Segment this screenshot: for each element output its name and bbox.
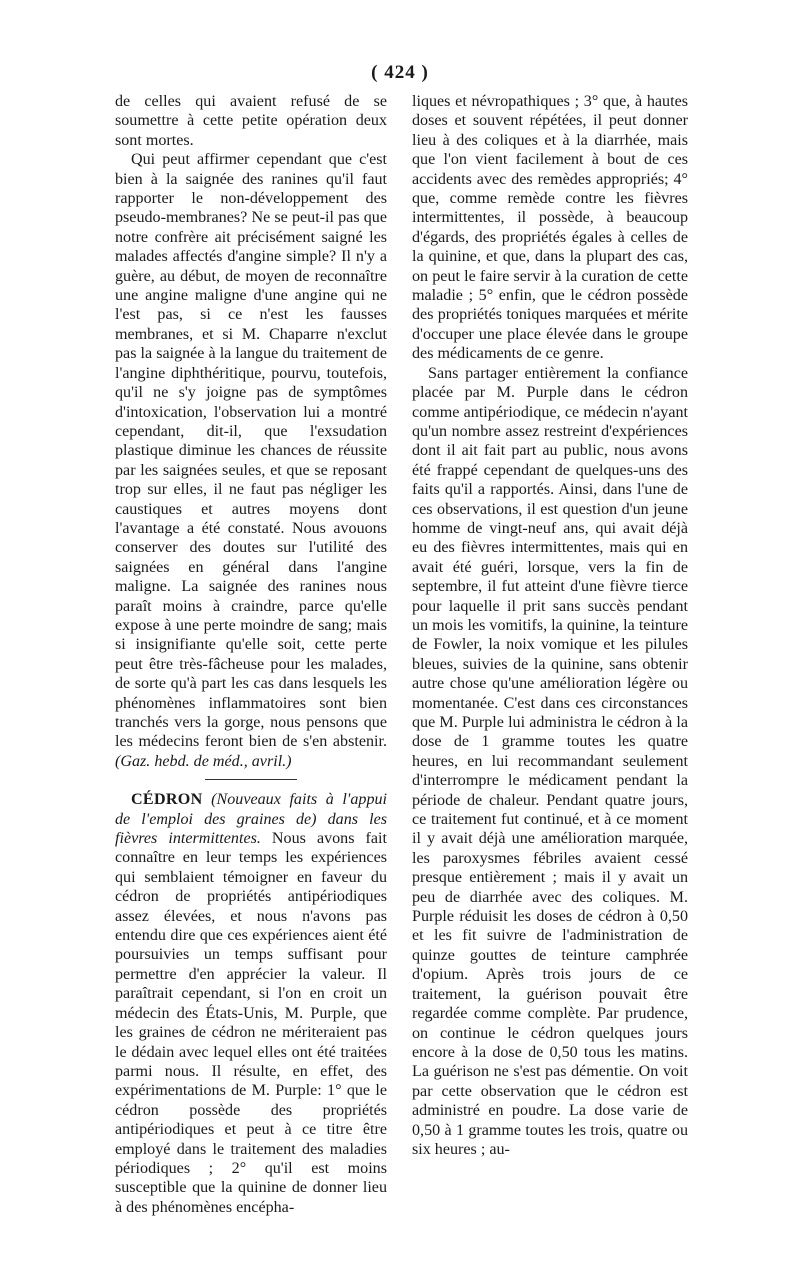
paragraph: liques et névropathiques ; 3° que, à hautes doses et souvent répétées, il peut donner lieu à des coliques et à la diarrhée, mais que l'on vient facilement à bout de ces accidents avec des remèdes appropriés; 4° que, comme remède contre les fièvres intermittentes, il possède, à beaucoup d'égards, des propriétés égales à celles de la quinine, et que, dans la plupart des cas, on peut le faire servir à la curation de cette maladie ; 5° enfin, que le cédron possède des propriétés toniques marquées et mérite d'occuper une place élevée dans le groupe des médicaments de ce genre. bbox=[412, 93, 688, 363]
paragraph-text: Qui peut affirmer cependant que c'est bien à la saignée des ranines qu'il faut rapporter le non-développement des pseudo-membranes? Ne se peut-il pas que notre confrère ait précisément saigné les malades affectés d'angine simple? Il n'y a guère, au début, de moyen de reconnaître une angine maligne d'une angine qui ne l'est pas, si ce n'est les fausses membranes, et si M. Chaparre n'exclut pas la saignée à la langue du traitement de l'angine diphthéritique, pourvu, toutefois, qu'il ne s'y joigne pas de symptômes d'intoxication, l'observation lui a montré cependant, dit-il, que l'exsudation plastique diminue les chances de réussite par les saignées seules, et que se reposant trop sur elles, il ne faut pas négliger les caustiques et autres moyens dont l'avantage a été constaté. Nous avouons conserver des doutes sur l'utilité des saignées en général dans l'angine maligne. La saignée des ranines nous paraît moins à craindre, parce qu'elle expose à une perte moindre de sang; mais si insignifiante qu'elle soit, cette perte peut être très-fâcheuse pour les malades, de sorte qu'à part les cas dans lesquels les phénomènes inflammatoires sont bien tranchés vers la gorge, nous pensons que les médecins feront bien de s'en abstenir. bbox=[115, 151, 387, 751]
right-column bbox=[412, 92, 688, 1159]
article-body: Nous avons fait connaître en leur temps les expériences qui semblaient témoigner en faveur du cédron de propriétés antipériodiques assez élevées, et nous n'avons pas entendu dire que ces expériences aient été poursuivies un temps suffisant pour permettre d'en apprécier la valeur. Il paraîtrait cependant, si l'on en croit un médecin des États-Unis, M. Purple, que les graines de cédron ne mériteraient pas le dédain avec lequel elles ont été traitées parmi nous. Il résulte, en effet, des expérimentations de M. Purple: 1° que le cédron possède des propriétés antipériodiques et peut à ce titre être employé dans le traitement des maladies périodiques ; 2° qu'il est moins susceptible que la quinine de donner lieu à des phénomènes encépha- bbox=[115, 830, 387, 1216]
article-term: CÉDRON bbox=[131, 791, 203, 809]
article-title: (Nouveaux faits à l'appui de l'emploi des graines de) dans les fièvres intermittentes. bbox=[115, 791, 388, 848]
citation: (Gaz. hebd. de méd., avril.) bbox=[115, 752, 292, 770]
article-paragraph bbox=[115, 790, 387, 1217]
paragraph: de celles qui avaient refusé de se soumettre à cette petite opération deux sont mortes. bbox=[115, 93, 387, 149]
page-number: ( 424 ) bbox=[371, 62, 429, 83]
paragraph: Sans partager entièrement la confiance placée par M. Purple dans le cédron comme antipériodique, ce médecin n'ayant qu'un nombre assez restreint d'expériences dont il ait fait part au public, nous avons été frappé cependant de quelques-uns des faits qu'il a rapportés. Ainsi, dans l'une de ces observations, il est question d'un jeune homme de vingt-neuf ans, qui avait déjà eu des fièvres intermittentes, mais qui en avait été guéri, lorsque, vers la fin de septembre, il fut atteint d'une fièvre tierce pour laquelle il prit sans succès pendant un mois les vomitifs, la quinine, la teinture de Fowler, la noix vomique et les pilules bleues, suivies de la quinine, sans obtenir autre chose qu'une amélioration légère ou momentanée. C'est dans ces circonstances que M. Purple lui administra le cédron à la dose de 1 gramme toutes les quatre heures, en lui recommandant seulement d'interrompre le médicament pendant la période de chaleur. Pendant quatre jours, ce traitement fut continué, et à ce moment il y avait déjà une amélioration marquée, les paroxysmes fébriles avaient cessé presque entièrement ; mais il y avait un peu de diarrhée avec des coliques. M. Purple réduisit les doses de cédron à 0,50 et les fit suivre de l'administration de quinze gouttes de teinture camphrée d'opium. Après trois jours de ce traitement, la guérison pouvait être regardée comme complète. Par prudence, on continue le cédron quelques jours encore à la dose de 0,50 tous les matins. La guérison ne s'est pas démentie. On voit par cette observation que le cédron est administré en poudre. La dose varie de 0,50 à 1 gramme toutes les trois, quatre ou six heures ; au- bbox=[412, 364, 688, 1158]
left-column bbox=[115, 92, 387, 1217]
section-divider bbox=[205, 779, 297, 780]
paragraph bbox=[115, 150, 387, 771]
